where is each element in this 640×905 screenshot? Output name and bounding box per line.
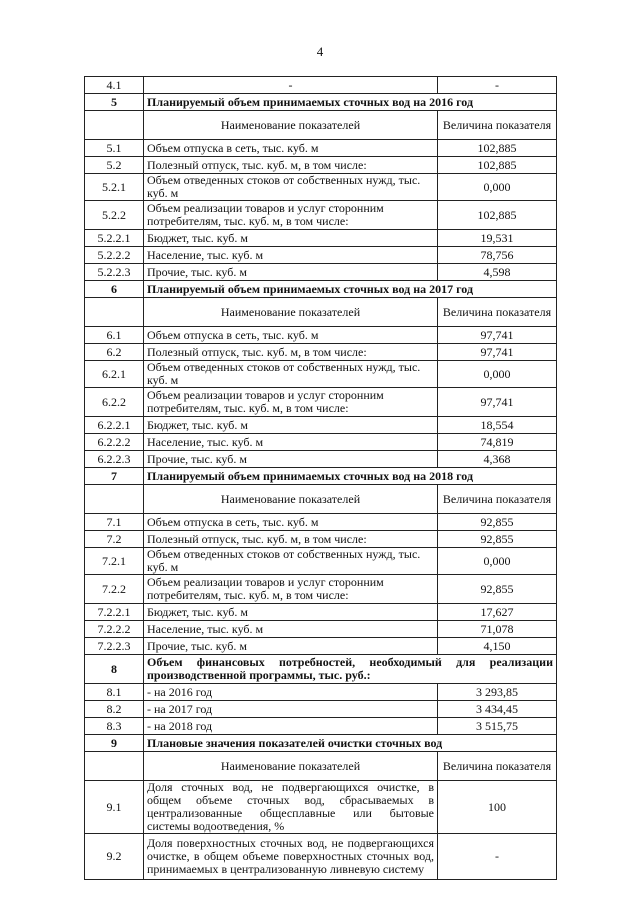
row-number: 7.1 — [85, 514, 144, 531]
indicator-name: Население, тыс. куб. м — [144, 621, 438, 638]
section-number: 7 — [85, 468, 144, 485]
header-number-cell — [85, 298, 144, 327]
row-number: 5.2.2.3 — [85, 264, 144, 281]
indicator-value: 74,819 — [438, 434, 557, 451]
row-number: 5.2.2.1 — [85, 230, 144, 247]
table-row — [85, 548, 557, 575]
table-row — [85, 718, 557, 735]
table-row — [85, 174, 557, 201]
table-row — [85, 655, 557, 684]
row-number: 7.2.2 — [85, 575, 144, 604]
indicator-name: Полезный отпуск, тыс. куб. м, в том числе: — [144, 344, 438, 361]
indicator-name: Бюджет, тыс. куб. м — [144, 604, 438, 621]
indicator-name: - на 2017 год — [144, 701, 438, 718]
table-row — [85, 531, 557, 548]
table-row — [85, 388, 557, 417]
table-row — [85, 514, 557, 531]
indicator-name: Объем отпуска в сеть, тыс. куб. м — [144, 514, 438, 531]
row-number: 7.2.2.3 — [85, 638, 144, 655]
indicator-name: Полезный отпуск, тыс. куб. м, в том числе: — [144, 531, 438, 548]
table-row — [85, 684, 557, 701]
section-title: Планируемый объем принимаемых сточных вод на 2018 год — [144, 468, 557, 485]
section-number: 8 — [85, 655, 144, 684]
table-row — [85, 140, 557, 157]
table-row — [85, 468, 557, 485]
indicator-value: 0,000 — [438, 361, 557, 388]
indicator-name: - — [144, 77, 438, 94]
table-row — [85, 735, 557, 752]
indicator-value: 0,000 — [438, 548, 557, 575]
table-body — [85, 77, 557, 880]
table-row — [85, 344, 557, 361]
indicator-value: 102,885 — [438, 157, 557, 174]
column-header-name: Наименование показателей — [144, 752, 438, 781]
indicator-name: Объем отпуска в сеть, тыс. куб. м — [144, 140, 438, 157]
table-row — [85, 781, 557, 834]
indicator-value: 4,598 — [438, 264, 557, 281]
indicator-value: 102,885 — [438, 140, 557, 157]
indicator-value: - — [438, 834, 557, 880]
row-number: 7.2.2.2 — [85, 621, 144, 638]
table-row — [85, 417, 557, 434]
table-row — [85, 752, 557, 781]
row-number: 5.2.2.2 — [85, 247, 144, 264]
table-row — [85, 604, 557, 621]
indicator-value: 92,855 — [438, 531, 557, 548]
column-header-value: Величина показателя — [438, 298, 557, 327]
indicator-name: Объем отведенных стоков от собственных нужд, тыс. куб. м — [144, 548, 438, 575]
table-row — [85, 264, 557, 281]
indicator-name: Доля сточных вод, не подвергающихся очистке, в общем объеме сточных вод, сбрасываемых в централизованные общесплавные или бытовые системы водоотведения, % — [144, 781, 438, 834]
row-number: 6.2.1 — [85, 361, 144, 388]
indicator-value: 17,627 — [438, 604, 557, 621]
table-row — [85, 485, 557, 514]
row-number: 5.2.1 — [85, 174, 144, 201]
column-header-value: Величина показателя — [438, 752, 557, 781]
table-row — [85, 298, 557, 327]
row-number: 5.1 — [85, 140, 144, 157]
indicator-value: 3 434,45 — [438, 701, 557, 718]
row-number: 8.2 — [85, 701, 144, 718]
indicator-value: 4,368 — [438, 451, 557, 468]
indicator-value: 3 293,85 — [438, 684, 557, 701]
table-row — [85, 451, 557, 468]
table-row — [85, 201, 557, 230]
indicator-value: 18,554 — [438, 417, 557, 434]
row-number: 4.1 — [85, 77, 144, 94]
indicator-value: 97,741 — [438, 344, 557, 361]
row-number: 9.1 — [85, 781, 144, 834]
indicator-name: Прочие, тыс. куб. м — [144, 638, 438, 655]
column-header-value: Величина показателя — [438, 111, 557, 140]
table-row — [85, 361, 557, 388]
row-number: 6.2 — [85, 344, 144, 361]
indicator-value: 0,000 — [438, 174, 557, 201]
production-program-table — [84, 76, 557, 880]
indicator-value: 102,885 — [438, 201, 557, 230]
indicator-name: Объем реализации товаров и услуг сторонним потребителям, тыс. куб. м, в том числе: — [144, 201, 438, 230]
table-row — [85, 434, 557, 451]
row-number: 6.1 — [85, 327, 144, 344]
table-row — [85, 94, 557, 111]
table-row — [85, 327, 557, 344]
row-number: 7.2.2.1 — [85, 604, 144, 621]
row-number: 6.2.2 — [85, 388, 144, 417]
indicator-value: 97,741 — [438, 388, 557, 417]
section-title: Планируемый объем принимаемых сточных вод на 2016 год — [144, 94, 557, 111]
indicator-name: Полезный отпуск, тыс. куб. м, в том числе: — [144, 157, 438, 174]
header-number-cell — [85, 485, 144, 514]
table-row — [85, 834, 557, 880]
row-number: 6.2.2.3 — [85, 451, 144, 468]
table-row — [85, 638, 557, 655]
table-row — [85, 157, 557, 174]
indicator-name: Бюджет, тыс. куб. м — [144, 230, 438, 247]
header-number-cell — [85, 752, 144, 781]
indicator-value: 78,756 — [438, 247, 557, 264]
indicator-name: Доля поверхностных сточных вод, не подвергающихся очистке, в общем объеме поверхностных сточных вод, принимаемых в централизованную ливневую систему — [144, 834, 438, 880]
table-row — [85, 701, 557, 718]
indicator-value: 19,531 — [438, 230, 557, 247]
table-row — [85, 621, 557, 638]
section-number: 6 — [85, 281, 144, 298]
row-number: 7.2 — [85, 531, 144, 548]
column-header-name: Наименование показателей — [144, 485, 438, 514]
indicator-name: Население, тыс. куб. м — [144, 247, 438, 264]
column-header-name: Наименование показателей — [144, 111, 438, 140]
table-row — [85, 230, 557, 247]
section-title: Плановые значения показателей очистки сточных вод — [144, 735, 557, 752]
indicator-name: Объем отведенных стоков от собственных нужд, тыс. куб. м — [144, 174, 438, 201]
indicator-name: - на 2016 год — [144, 684, 438, 701]
table-row — [85, 575, 557, 604]
indicator-name: Объем отведенных стоков от собственных нужд, тыс. куб. м — [144, 361, 438, 388]
section-title: Планируемый объем принимаемых сточных вод на 2017 год — [144, 281, 557, 298]
row-number: 9.2 — [85, 834, 144, 880]
section-number: 9 — [85, 735, 144, 752]
indicator-name: Бюджет, тыс. куб. м — [144, 417, 438, 434]
indicator-value: 71,078 — [438, 621, 557, 638]
indicator-value: 92,855 — [438, 575, 557, 604]
indicator-value: 92,855 — [438, 514, 557, 531]
indicator-value: 97,741 — [438, 327, 557, 344]
row-number: 7.2.1 — [85, 548, 144, 575]
indicator-value: 4,150 — [438, 638, 557, 655]
indicator-name: Прочие, тыс. куб. м — [144, 264, 438, 281]
indicator-name: Объем реализации товаров и услуг сторонним потребителям, тыс. куб. м, в том числе: — [144, 575, 438, 604]
row-number: 5.2 — [85, 157, 144, 174]
indicator-name: Объем реализации товаров и услуг сторонним потребителям, тыс. куб. м, в том числе: — [144, 388, 438, 417]
indicator-value: - — [438, 77, 557, 94]
indicator-value: 100 — [438, 781, 557, 834]
page-number: 4 — [316, 44, 324, 59]
column-header-value: Величина показателя — [438, 485, 557, 514]
table-row — [85, 111, 557, 140]
row-number: 6.2.2.2 — [85, 434, 144, 451]
section-number: 5 — [85, 94, 144, 111]
indicator-name: Прочие, тыс. куб. м — [144, 451, 438, 468]
row-number: 8.3 — [85, 718, 144, 735]
table-row — [85, 247, 557, 264]
row-number: 5.2.2 — [85, 201, 144, 230]
table-row — [85, 77, 557, 94]
indicator-name: - на 2018 год — [144, 718, 438, 735]
row-number: 6.2.2.1 — [85, 417, 144, 434]
section-title: Объем финансовых потребностей, необходимый для реализации производственной программы, тыс. руб.: — [144, 655, 557, 684]
header-number-cell — [85, 111, 144, 140]
indicator-name: Население, тыс. куб. м — [144, 434, 438, 451]
indicator-value: 3 515,75 — [438, 718, 557, 735]
row-number: 8.1 — [85, 684, 144, 701]
indicator-name: Объем отпуска в сеть, тыс. куб. м — [144, 327, 438, 344]
table-row — [85, 281, 557, 298]
column-header-name: Наименование показателей — [144, 298, 438, 327]
